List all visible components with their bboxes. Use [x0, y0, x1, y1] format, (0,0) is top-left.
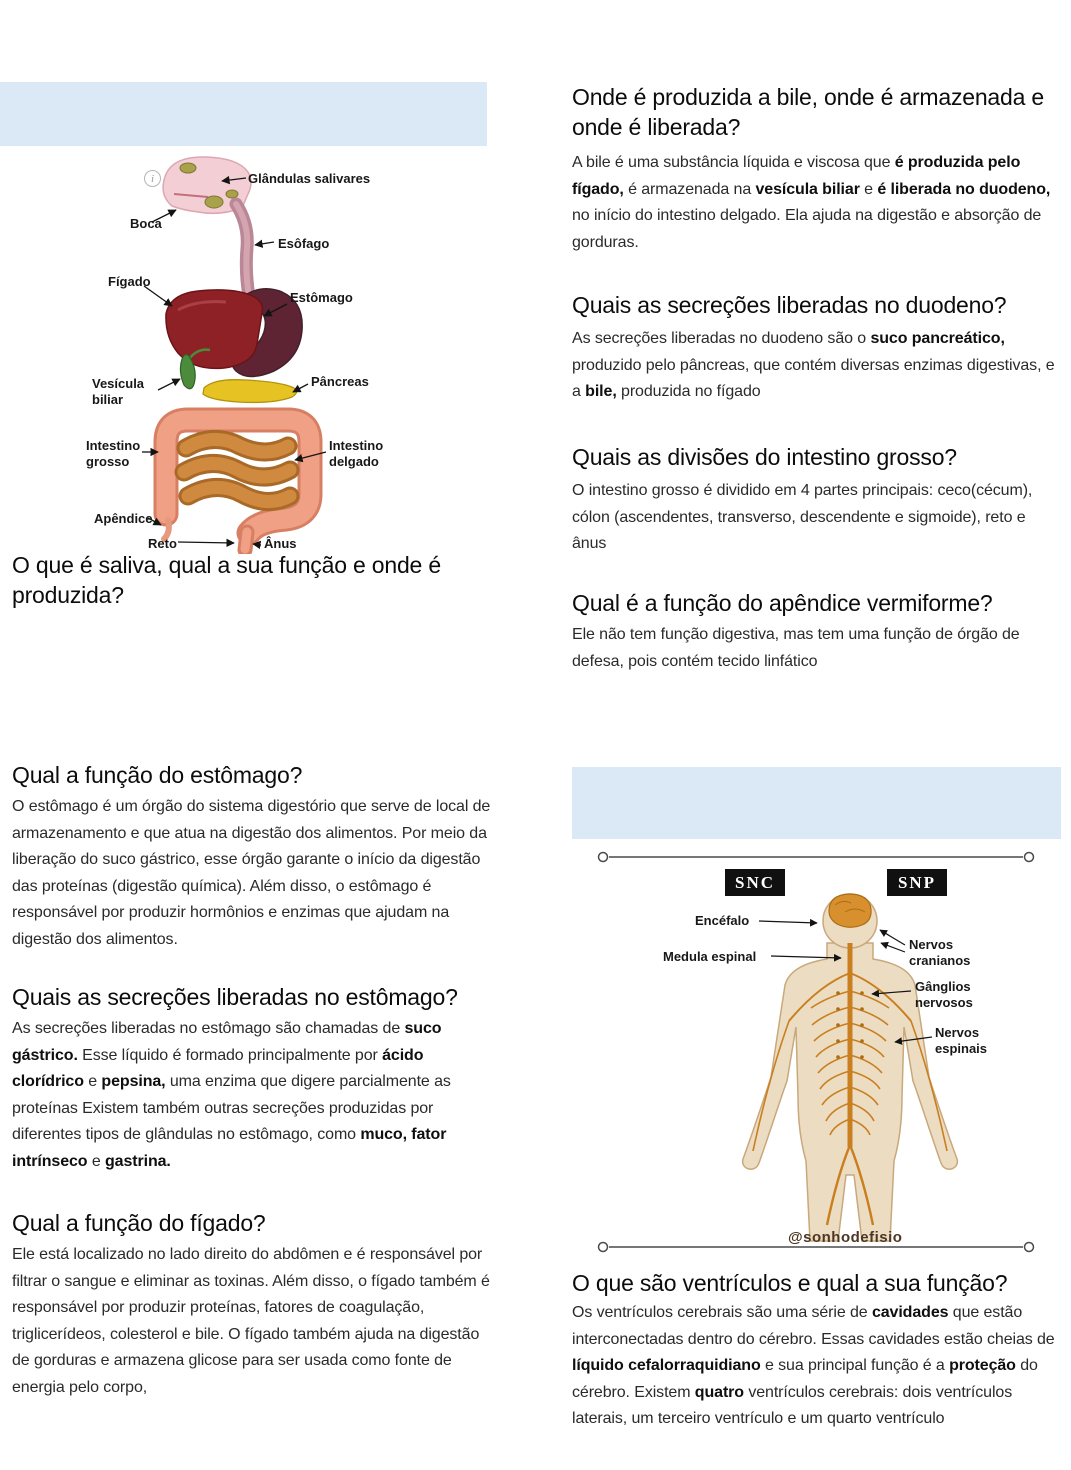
label-anus: Ânus: [264, 536, 297, 551]
question-stomach-function: Qual a função do estômago?: [12, 762, 303, 788]
label-pancreas: Pâncreas: [311, 374, 369, 389]
label-nerve-ganglia: Gânglios nervosos: [915, 979, 973, 1010]
small-intestine-shape: [184, 439, 290, 501]
question-bile: Onde é produzida a bile, onde é armazenada e onde é liberada?: [572, 84, 1044, 141]
answer-bile: A bile é uma substância líquida e viscosa que é produzida pelo fígado, é armazenada na vesícula biliar e é liberada no duodeno, no início do intestino delgado. Ela ajuda na digestão e absorção de gorduras.: [572, 154, 1051, 251]
snc-tag: SNC: [725, 869, 785, 896]
label-small-intestine: Intestino delgado: [329, 438, 384, 469]
question-large-intestine-divisions: Quais as divisões do intestino grosso?: [572, 444, 957, 470]
answer-liver-function: Ele está localizado no lado direito do abdômen e é responsável por filtrar o sangue e eliminar as toxinas. Além disso, o fígado também é responsável por produzir proteínas, fatores de coagulação, triglicerídeos, colesterol e bile. O fígado também ajuda na digestão de gorduras e armazena glicose para ser usada como fonte de energia pelo corpo,: [12, 1246, 490, 1396]
label-rectum: Reto: [148, 536, 177, 551]
label-spinal-cord: Medula espinal: [663, 949, 757, 964]
answer-duodenum-secretions: As secreções liberadas no duodeno são o suco pancreático, produzido pelo pâncreas, que contém diversas enzimas digestivas, e a bile, produzida no fígado: [572, 330, 1055, 401]
esophagus-shape: [236, 204, 249, 296]
question-saliva: O que é saliva, qual a sua função e onde é produzida?: [12, 552, 441, 609]
digestive-system-diagram: [86, 152, 458, 554]
nervous-system-diagram: [575, 845, 1057, 1257]
answer-appendix-function: Ele não tem função digestiva, mas tem uma função de órgão de defesa, pois contém tecido linfático: [572, 626, 1020, 670]
label-spinal-nerves: Nervos espinais: [935, 1025, 988, 1056]
snp-tag: SNP: [887, 869, 947, 896]
label-salivary-glands: Glândulas salivares: [248, 171, 371, 186]
answer-stomach-function: O estômago é um órgão do sistema digestório que serve de local de armazenamento e que atua na digestão dos alimentos. Por meio da liberação do suco gástrico, esse órgão garante o início da digestão das proteínas (digestão química). Além disso, o estômago é responsável por produzir hormônios e enzimas que ajudam na digestão dos alimentos.: [12, 798, 491, 948]
label-stomach: Estômago: [290, 290, 353, 305]
question-stomach-secretions: Quais as secreções liberadas no estômago?: [12, 984, 458, 1010]
label-appendix: Apêndice: [94, 511, 153, 526]
label-esophagus: Esôfago: [278, 236, 330, 251]
question-appendix-function: Qual é a função do apêndice vermiforme?: [572, 590, 993, 616]
pancreas-shape: [203, 380, 297, 403]
brain-shape: [829, 894, 871, 927]
label-gallbladder: Vesícula biliar: [92, 376, 145, 407]
highlight-bar-right: [572, 767, 1061, 839]
question-liver-function: Qual a função do fígado?: [12, 1210, 266, 1236]
watermark-credit: @sonhodefisio: [788, 1229, 903, 1246]
digestive-system-art: [86, 152, 458, 554]
label-cranial-nerves: Nervos cranianos: [909, 937, 971, 968]
question-ventricles: O que são ventrículos e qual a sua função?: [572, 1270, 1008, 1296]
highlight-bar-left: [0, 82, 487, 146]
label-liver: Fígado: [108, 274, 151, 289]
answer-ventricles: Os ventrículos cerebrais são uma série de cavidades que estão interconectadas dentro do cérebro. Essas cavidades estão cheias de líquido cefalorraquidiano e sua principal função é a proteção do cérebro. Existem quatro ventrículos cerebrais: dois ventrículos laterais, um terceiro ventrículo e um quarto ventrículo: [572, 1304, 1055, 1428]
answer-stomach-secretions: As secreções liberadas no estômago são chamadas de suco gástrico. Esse líquido é formado principalmente por ácido clorídrico e pepsina, uma enzima que digere parcialmente as proteínas Existem também outras secreções produzidas por diferentes tipos de glândulas no estômago, como muco, fator intrínseco e gastrina.: [12, 1020, 451, 1170]
question-duodenum-secretions: Quais as secreções liberadas no duodeno?: [572, 292, 1007, 318]
label-large-intestine: Intestino grosso: [86, 438, 141, 469]
answer-large-intestine-divisions: O intestino grosso é dividido em 4 partes principais: ceco(cécum), cólon (ascendentes, transverso, descendente e sigmoide), reto e ânus: [572, 482, 1033, 553]
label-mouth: Boca: [130, 216, 162, 231]
label-brain: Encéfalo: [695, 913, 750, 928]
liver-shape: [166, 290, 262, 368]
info-icon: i: [144, 170, 161, 187]
